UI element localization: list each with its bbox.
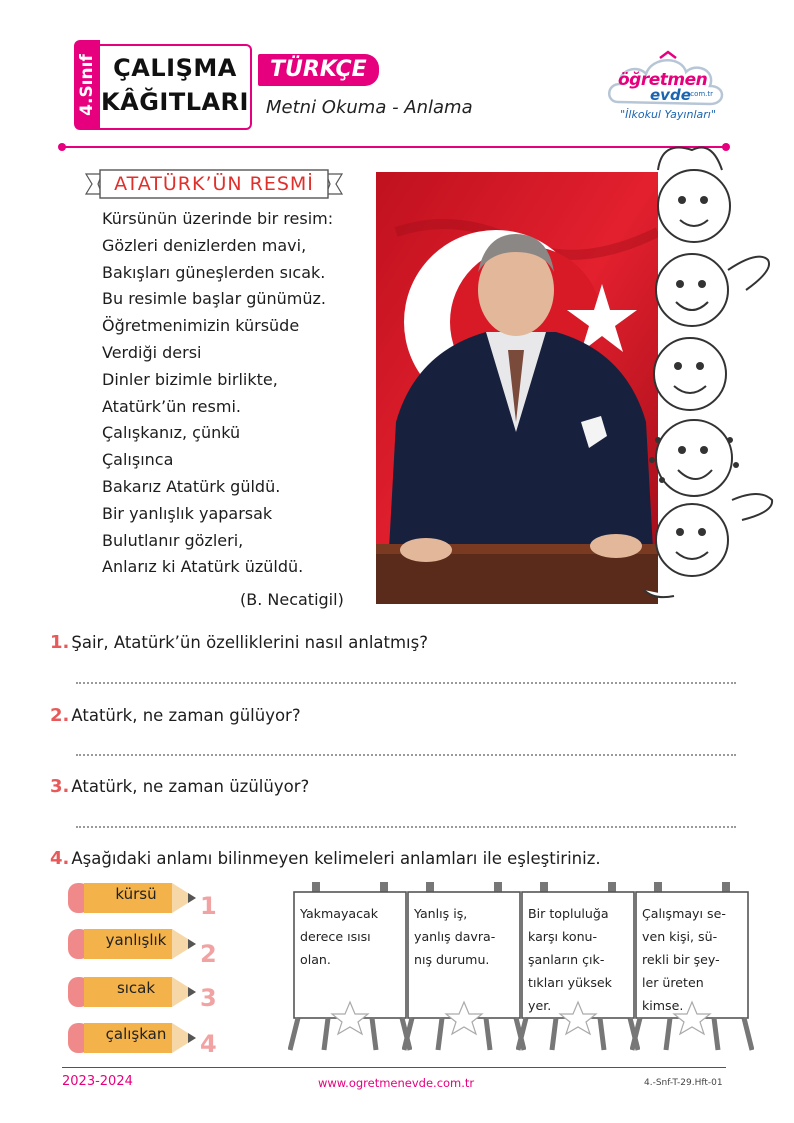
logo-suffix: .com.tr [688,90,714,98]
meaning-text [642,902,742,1017]
meaning-line: Bir topluluğa [528,906,609,921]
footer-divider [62,1067,726,1068]
publisher-logo [604,48,730,130]
meaning-text [528,902,628,1017]
question-number: 1. [50,632,70,653]
meaning-line: ler üreten [642,975,704,990]
logo-word-2: evde [650,86,691,104]
divider-dot-left [58,143,66,151]
answer-line-1[interactable] [76,682,736,684]
meaning-easel-4[interactable] [630,882,754,1042]
meaning-line: karşı konu- [528,929,598,944]
meaning-line: yanlış davra- [414,929,496,944]
word-label: sıcak [116,979,156,997]
poem-line: Çalışkanız, çünkü [102,423,241,443]
question-4 [50,848,601,869]
ataturk-portrait [376,172,658,604]
word-number: 4 [200,1030,217,1058]
poem-line: Verdiği dersi [102,342,202,362]
poem-line: Anlarız ki Atatürk üzüldü. [102,557,304,577]
meaning-line: Çalışmayı se- [642,906,726,921]
children-illustration [632,140,784,610]
word-pencil-2[interactable] [66,926,198,962]
word-label: kürsü [115,885,157,903]
meaning-easel-2[interactable] [402,882,526,1042]
meaning-line: derece ısısı [300,929,371,944]
meaning-line: kimse. [642,998,684,1013]
header-divider [62,146,726,148]
word-label: yanlışlık [105,931,167,949]
question-text: Şair, Atatürk’ün özelliklerini nasıl anlatmış? [71,633,428,652]
poem-line: Bakışları güneşlerden sıcak. [102,262,326,282]
meaning-easel-1[interactable] [288,882,412,1042]
meaning-line: yer. [528,998,552,1013]
poem-line: Dinler bizimle birlikte, [102,369,278,389]
meaning-line: tıkları yüksek [528,975,612,990]
answer-line-2[interactable] [76,754,736,756]
kids-drawing-icon [632,140,784,610]
word-number: 3 [200,984,217,1012]
meaning-line: nış durumu. [414,952,490,967]
word-pencil-3[interactable] [66,974,198,1010]
poem-line: Bir yanlışlık yaparsak [102,503,273,523]
meaning-line: ven kişi, sü- [642,929,718,944]
question-text: Atatürk, ne zaman gülüyor? [71,706,301,725]
title-line-2: KÂĞITLARI [101,88,249,116]
worksheet-title-box [100,44,252,130]
poem-title: ATATÜRK’ÜN RESMİ [114,173,314,195]
topic-subtitle: Metni Okuma - Anlama [266,97,473,118]
word-pencil-1[interactable] [66,880,198,916]
meaning-text [300,902,400,971]
question-number: 3. [50,776,70,797]
meaning-line: şanların çık- [528,952,605,967]
question-text: Atatürk, ne zaman üzülüyor? [71,777,310,796]
subject-badge: TÜRKÇE [258,54,379,86]
question-2 [50,705,301,726]
poem-title-banner [84,168,344,200]
poem-line: Çalışınca [102,450,174,470]
question-text: Aşağıdaki anlamı bilinmeyen kelimeleri anlamları ile eşleştiriniz. [71,849,601,868]
footer-code: 4.-Snf-T-29.Hft-01 [644,1078,723,1088]
footer-year: 2023-2024 [62,1074,133,1089]
logo-tagline: "İlkokul Yayınları" [620,108,716,121]
poem-body [102,206,372,581]
question-1 [50,632,428,653]
meaning-line: rekli bir şey- [642,952,720,967]
word-pencil-4[interactable] [66,1020,198,1056]
answer-line-3[interactable] [76,826,736,828]
meaning-line: Yakmayacak [300,906,379,921]
logo-word-1: öğretmen [618,70,708,90]
poem-line: Öğretmenimizin kürsüde [102,316,300,336]
meaning-easel-3[interactable] [516,882,640,1042]
question-3 [50,776,309,797]
word-number: 2 [200,940,217,968]
poem-author: (B. Necatigil) [240,590,344,609]
word-number: 1 [200,892,217,920]
grade-tab [74,40,100,130]
meaning-line: olan. [300,952,331,967]
title-line-1: ÇALIŞMA [113,54,237,82]
poem-line: Atatürk’ün resmi. [102,396,241,416]
word-label: çalışkan [105,1025,167,1043]
poem-line: Bulutlanır gözleri, [102,530,244,550]
poem-line: Bu resimle başlar günümüz. [102,289,327,309]
grade-label: 4.Sınıf [77,54,97,116]
question-number: 2. [50,705,70,726]
poem-line: Gözleri denizlerden mavi, [102,235,307,255]
meaning-text [414,902,514,971]
portrait-icon [376,172,658,604]
footer-website-link[interactable]: www.ogretmenevde.com.tr [318,1076,475,1090]
question-number: 4. [50,848,70,869]
meaning-line: Yanlış iş, [414,906,468,921]
poem-line: Kürsünün üzerinde bir resim: [102,209,334,228]
poem-line: Bakarız Atatürk güldü. [102,476,281,496]
